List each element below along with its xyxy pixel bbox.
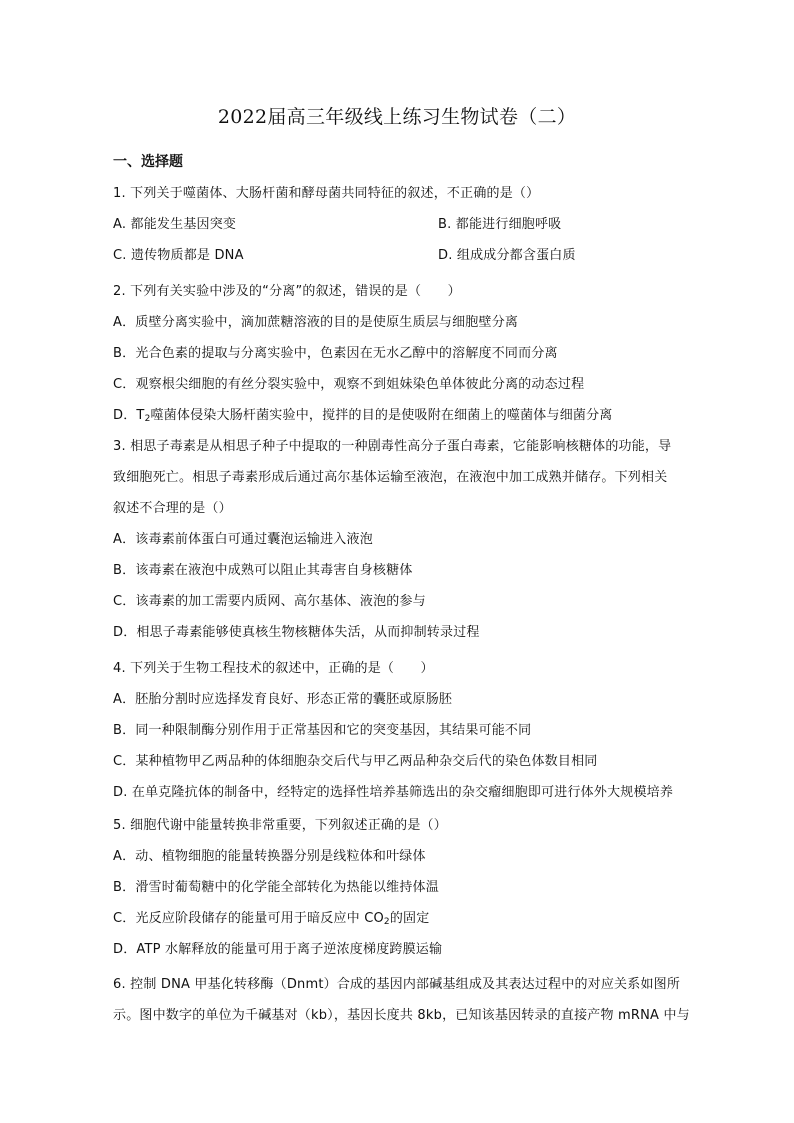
question-1-option-b: B. 都能进行细胞呼吸 <box>438 217 562 232</box>
question-5-option-c <box>113 909 429 929</box>
section-heading: 一、选择题 <box>113 154 183 170</box>
question-3-option-b: B．该毒素在液泡中成熟可以阻止其毒害自身核糖体 <box>113 563 413 578</box>
question-2-option-d-rest: 噬菌体侵染大肠杆菌实验中，搅拌的目的是使吸附在细菌上的噬菌体与细菌分离 <box>150 408 613 423</box>
question-2-option-b: B．光合色素的提取与分离实验中，色素因在无水乙醇中的溶解度不同而分离 <box>113 346 558 361</box>
question-2-option-d <box>113 406 613 426</box>
question-2-option-d-subscript: 2 <box>144 414 151 424</box>
question-4-option-c: C．某种植物甲乙两品种的体细胞杂交后代与甲乙两品种杂交后代的染色体数目相同 <box>113 754 598 769</box>
question-5-option-c-rest: 的固定 <box>389 911 430 926</box>
question-5-option-a: A．动、植物细胞的能量转换器分别是线粒体和叶绿体 <box>113 849 426 864</box>
question-4-option-b: B．同一种限制酶分别作用于正常基因和它的突变基因，其结果可能不同 <box>113 723 532 738</box>
question-2-option-d-prefix: D．T <box>113 408 145 423</box>
question-6-stem-line-2: 示。图中数字的单位为千碱基对（kb），基因长度共 8kb，已知该基因转录的直接产物 mRNA 中与 <box>113 1008 690 1023</box>
question-5-option-c-subscript: 2 <box>383 917 390 927</box>
question-5-option-d: D．ATP 水解释放的能量可用于离子逆浓度梯度跨膜运输 <box>113 942 443 957</box>
question-3-stem-line-3: 叙述不合理的是（） <box>113 501 232 516</box>
question-4-stem: 4. 下列关于生物工程技术的叙述中，正确的是（ ） <box>113 661 434 676</box>
question-5-option-b: B．滑雪时葡萄糖中的化学能全部转化为热能以维持体温 <box>113 880 439 895</box>
question-5-option-c-prefix: C．光反应阶段储存的能量可用于暗反应中 CO <box>113 911 384 926</box>
exam-title: 2022届高三年级线上练习生物试卷（二） <box>217 106 577 128</box>
question-1-stem: 1. 下列关于噬菌体、大肠杆菌和酵母菌共同特征的叙述，不正确的是（） <box>113 186 540 201</box>
question-4-option-a: A．胚胎分割时应选择发育良好、形态正常的囊胚或原肠胚 <box>113 692 453 707</box>
question-3-option-a: A．该毒素前体蛋白可通过囊泡运输进入液泡 <box>113 532 373 547</box>
question-3-option-c: C．该毒素的加工需要内质网、高尔基体、液泡的参与 <box>113 594 426 609</box>
question-3-stem-line-1: 3. 相思子毒素是从相思子种子中提取的一种剧毒性高分子蛋白毒素，它能影响核糖体的功能，导 <box>113 439 672 454</box>
question-4-option-d: D. 在单克隆抗体的制备中，经特定的选择性培养基筛选出的杂交瘤细胞即可进行体外大规模培养 <box>113 785 674 800</box>
question-2-option-a: A．质壁分离实验中，滴加蔗糖溶液的目的是使原生质层与细胞壁分离 <box>113 315 519 330</box>
question-6-stem-line-1: 6. 控制 DNA 甲基化转移酶（Dnmt）合成的基因内部碱基组成及其表达过程中的对应关系如图所 <box>113 977 681 992</box>
question-3-stem-line-2: 致细胞死亡。相思子毒素形成后通过高尔基体运输至液泡，在液泡中加工成熟并储存。下列相关 <box>113 470 668 485</box>
question-3-option-d: D．相思子毒素能够使真核生物核糖体失活，从而抑制转录过程 <box>113 625 480 640</box>
question-1-option-d: D. 组成成分都含蛋白质 <box>438 248 576 263</box>
question-5-stem: 5. 细胞代谢中能量转换非常重要，下列叙述正确的是（） <box>113 818 447 833</box>
question-1-option-a: A. 都能发生基因突变 <box>113 217 237 232</box>
question-1-option-c: C. 遗传物质都是 DNA <box>113 248 244 263</box>
question-2-option-c: C．观察根尖细胞的有丝分裂实验中，观察不到姐妹染色单体彼此分离的动态过程 <box>113 377 585 392</box>
question-2-stem: 2. 下列有关实验中涉及的“分离”的叙述，错误的是（ ） <box>113 284 461 299</box>
